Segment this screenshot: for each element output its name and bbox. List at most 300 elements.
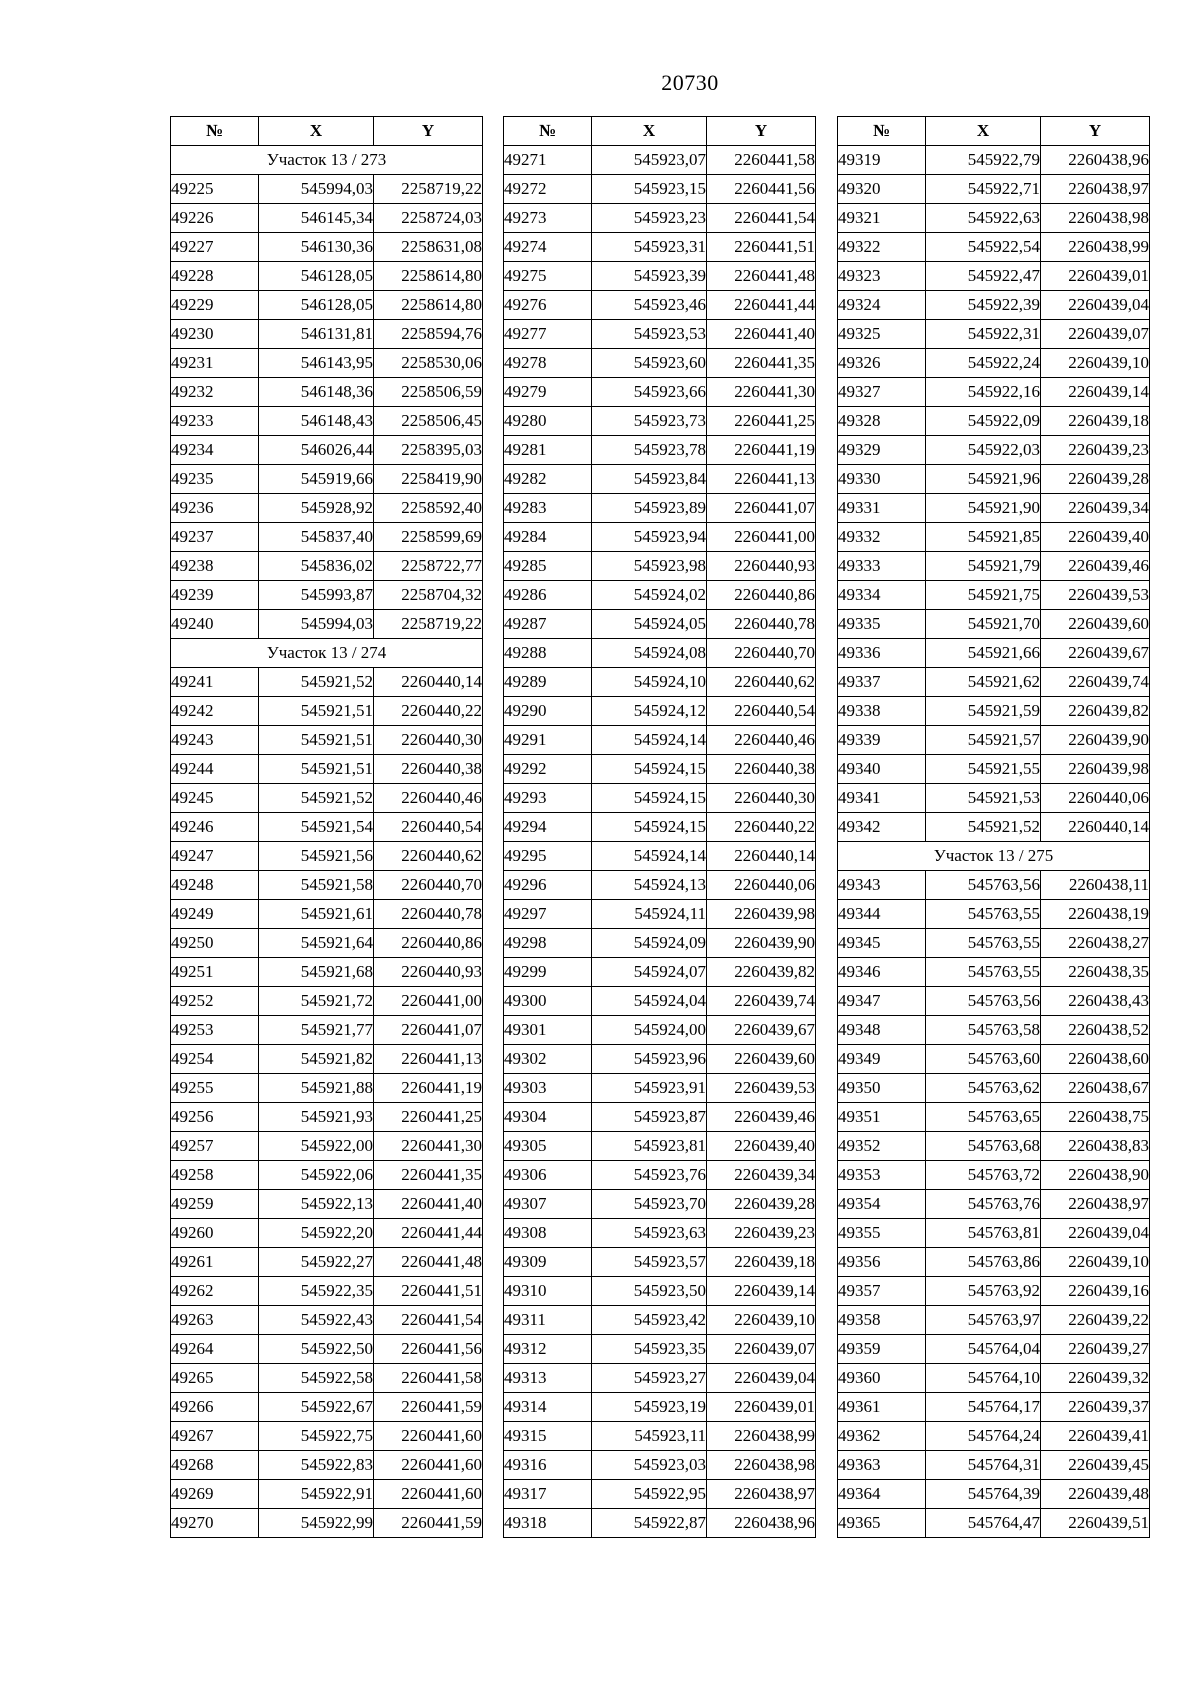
point-number: 49352 (838, 1132, 926, 1161)
x-coordinate: 545922,75 (259, 1422, 374, 1451)
point-number: 49272 (504, 175, 592, 204)
x-coordinate: 545922,31 (926, 320, 1041, 349)
x-coordinate: 545763,55 (926, 900, 1041, 929)
x-coordinate: 545923,50 (592, 1277, 707, 1306)
y-coordinate: 2260441,48 (374, 1248, 483, 1277)
y-coordinate: 2258506,59 (374, 378, 483, 407)
point-number: 49230 (171, 320, 259, 349)
x-coordinate: 545922,09 (926, 407, 1041, 436)
x-coordinate: 546131,81 (259, 320, 374, 349)
point-number: 49324 (838, 291, 926, 320)
y-coordinate: 2260441,40 (707, 320, 816, 349)
y-coordinate: 2260439,10 (1041, 349, 1150, 378)
point-number: 49341 (838, 784, 926, 813)
x-coordinate: 545763,55 (926, 929, 1041, 958)
table-row (171, 378, 483, 407)
y-coordinate: 2260439,98 (707, 900, 816, 929)
y-coordinate: 2260439,82 (707, 958, 816, 987)
table-row (838, 987, 1150, 1016)
x-coordinate: 545921,68 (259, 958, 374, 987)
x-coordinate: 545921,75 (926, 581, 1041, 610)
point-number: 49293 (504, 784, 592, 813)
table-row (838, 146, 1150, 175)
x-coordinate: 545923,31 (592, 233, 707, 262)
x-coordinate: 545921,90 (926, 494, 1041, 523)
point-number: 49362 (838, 1422, 926, 1451)
y-coordinate: 2260439,07 (707, 1335, 816, 1364)
point-number: 49325 (838, 320, 926, 349)
point-number: 49312 (504, 1335, 592, 1364)
section-title: Участок 13 / 274 (171, 639, 483, 668)
point-number: 49298 (504, 929, 592, 958)
y-coordinate: 2260439,90 (707, 929, 816, 958)
y-coordinate: 2260439,34 (1041, 494, 1150, 523)
table-row (171, 1045, 483, 1074)
table-row (504, 407, 816, 436)
point-number: 49296 (504, 871, 592, 900)
point-number: 49271 (504, 146, 592, 175)
x-coordinate: 545924,15 (592, 755, 707, 784)
table-row (171, 523, 483, 552)
y-coordinate: 2260439,41 (1041, 1422, 1150, 1451)
table-row (838, 1074, 1150, 1103)
coordinates-table-column-3 (837, 116, 1150, 1538)
header-x: X (592, 117, 707, 146)
x-coordinate: 545922,00 (259, 1132, 374, 1161)
table-row (504, 871, 816, 900)
x-coordinate: 545923,70 (592, 1190, 707, 1219)
header-row (171, 117, 483, 146)
point-number: 49346 (838, 958, 926, 987)
y-coordinate: 2260441,44 (374, 1219, 483, 1248)
coordinates-table (837, 116, 1150, 1538)
y-coordinate: 2260439,51 (1041, 1509, 1150, 1538)
point-number: 49269 (171, 1480, 259, 1509)
y-coordinate: 2260441,35 (707, 349, 816, 378)
x-coordinate: 545921,79 (926, 552, 1041, 581)
table-row (504, 436, 816, 465)
x-coordinate: 545923,39 (592, 262, 707, 291)
point-number: 49322 (838, 233, 926, 262)
x-coordinate: 545923,57 (592, 1248, 707, 1277)
table-row (504, 320, 816, 349)
x-coordinate: 545923,60 (592, 349, 707, 378)
table-row (838, 1103, 1150, 1132)
table-row (504, 610, 816, 639)
y-coordinate: 2260441,07 (374, 1016, 483, 1045)
x-coordinate: 545924,09 (592, 929, 707, 958)
x-coordinate: 545922,54 (926, 233, 1041, 262)
header-y: Y (707, 117, 816, 146)
x-coordinate: 545924,12 (592, 697, 707, 726)
table-row (838, 668, 1150, 697)
y-coordinate: 2260440,46 (707, 726, 816, 755)
table-row (504, 726, 816, 755)
point-number: 49363 (838, 1451, 926, 1480)
point-number: 49262 (171, 1277, 259, 1306)
x-coordinate: 545921,88 (259, 1074, 374, 1103)
table-row (171, 871, 483, 900)
y-coordinate: 2260441,59 (374, 1509, 483, 1538)
y-coordinate: 2260441,59 (374, 1393, 483, 1422)
table-row (838, 639, 1150, 668)
y-coordinate: 2260441,13 (374, 1045, 483, 1074)
y-coordinate: 2260440,70 (707, 639, 816, 668)
x-coordinate: 545921,72 (259, 987, 374, 1016)
x-coordinate: 545921,57 (926, 726, 1041, 755)
header-row (838, 117, 1150, 146)
point-number: 49301 (504, 1016, 592, 1045)
y-coordinate: 2260438,60 (1041, 1045, 1150, 1074)
y-coordinate: 2260438,96 (1041, 146, 1150, 175)
point-number: 49338 (838, 697, 926, 726)
point-number: 49359 (838, 1335, 926, 1364)
point-number: 49261 (171, 1248, 259, 1277)
x-coordinate: 545764,10 (926, 1364, 1041, 1393)
table-row (838, 1364, 1150, 1393)
point-number: 49323 (838, 262, 926, 291)
table-row (838, 378, 1150, 407)
table-row (838, 436, 1150, 465)
y-coordinate: 2260441,51 (374, 1277, 483, 1306)
y-coordinate: 2260439,14 (1041, 378, 1150, 407)
x-coordinate: 545836,02 (259, 552, 374, 581)
table-row (171, 465, 483, 494)
point-number: 49333 (838, 552, 926, 581)
x-coordinate: 545922,06 (259, 1161, 374, 1190)
table-row (838, 1422, 1150, 1451)
x-coordinate: 545921,64 (259, 929, 374, 958)
x-coordinate: 545924,14 (592, 726, 707, 755)
point-number: 49342 (838, 813, 926, 842)
y-coordinate: 2260441,58 (707, 146, 816, 175)
y-coordinate: 2260439,10 (707, 1306, 816, 1335)
x-coordinate: 545919,66 (259, 465, 374, 494)
table-row (838, 1306, 1150, 1335)
point-number: 49344 (838, 900, 926, 929)
table-row (171, 291, 483, 320)
x-coordinate: 545921,66 (926, 639, 1041, 668)
point-number: 49234 (171, 436, 259, 465)
x-coordinate: 545923,78 (592, 436, 707, 465)
y-coordinate: 2260439,67 (707, 1016, 816, 1045)
x-coordinate: 545923,27 (592, 1364, 707, 1393)
table-row (838, 1016, 1150, 1045)
x-coordinate: 545921,93 (259, 1103, 374, 1132)
table-row (171, 1277, 483, 1306)
table-row (504, 1161, 816, 1190)
header-x: X (259, 117, 374, 146)
table-row (504, 378, 816, 407)
header-num: № (504, 117, 592, 146)
x-coordinate: 545923,19 (592, 1393, 707, 1422)
y-coordinate: 2260439,23 (707, 1219, 816, 1248)
y-coordinate: 2258631,08 (374, 233, 483, 262)
point-number: 49326 (838, 349, 926, 378)
x-coordinate: 545921,51 (259, 755, 374, 784)
table-row (504, 465, 816, 494)
y-coordinate: 2258530,06 (374, 349, 483, 378)
point-number: 49276 (504, 291, 592, 320)
table-row (171, 349, 483, 378)
table-row (171, 900, 483, 929)
table-row (504, 1393, 816, 1422)
x-coordinate: 545921,56 (259, 842, 374, 871)
table-row (838, 175, 1150, 204)
table-row (504, 1277, 816, 1306)
point-number: 49263 (171, 1306, 259, 1335)
y-coordinate: 2260441,54 (707, 204, 816, 233)
point-number: 49259 (171, 1190, 259, 1219)
table-row (171, 1161, 483, 1190)
x-coordinate: 545924,08 (592, 639, 707, 668)
table-row (171, 1103, 483, 1132)
table-row (838, 1248, 1150, 1277)
point-number: 49358 (838, 1306, 926, 1335)
table-row (171, 175, 483, 204)
x-coordinate: 545923,96 (592, 1045, 707, 1074)
y-coordinate: 2260439,98 (1041, 755, 1150, 784)
point-number: 49264 (171, 1335, 259, 1364)
point-number: 49267 (171, 1422, 259, 1451)
x-coordinate: 545923,42 (592, 1306, 707, 1335)
point-number: 49314 (504, 1393, 592, 1422)
point-number: 49265 (171, 1364, 259, 1393)
y-coordinate: 2258614,80 (374, 291, 483, 320)
y-coordinate: 2258395,03 (374, 436, 483, 465)
x-coordinate: 545923,84 (592, 465, 707, 494)
table-row (504, 291, 816, 320)
x-coordinate: 545921,51 (259, 697, 374, 726)
x-coordinate: 545921,52 (259, 784, 374, 813)
table-row (838, 1045, 1150, 1074)
x-coordinate: 545923,87 (592, 1103, 707, 1132)
section-title: Участок 13 / 275 (838, 842, 1150, 871)
x-coordinate: 545922,87 (592, 1509, 707, 1538)
point-number: 49357 (838, 1277, 926, 1306)
point-number: 49297 (504, 900, 592, 929)
y-coordinate: 2260441,35 (374, 1161, 483, 1190)
y-coordinate: 2260438,11 (1041, 871, 1150, 900)
y-coordinate: 2260441,60 (374, 1480, 483, 1509)
table-row (504, 842, 816, 871)
y-coordinate: 2260438,96 (707, 1509, 816, 1538)
y-coordinate: 2260441,30 (707, 378, 816, 407)
x-coordinate: 545921,85 (926, 523, 1041, 552)
y-coordinate: 2260440,70 (374, 871, 483, 900)
header-num: № (171, 117, 259, 146)
table-row (504, 1335, 816, 1364)
y-coordinate: 2260439,04 (707, 1364, 816, 1393)
y-coordinate: 2260439,28 (1041, 465, 1150, 494)
x-coordinate: 545924,15 (592, 784, 707, 813)
y-coordinate: 2258722,77 (374, 552, 483, 581)
y-coordinate: 2260440,54 (707, 697, 816, 726)
y-coordinate: 2260439,46 (1041, 552, 1150, 581)
header-x: X (926, 117, 1041, 146)
table-row (171, 668, 483, 697)
point-number: 49228 (171, 262, 259, 291)
point-number: 49268 (171, 1451, 259, 1480)
header-row (504, 117, 816, 146)
point-number: 49227 (171, 233, 259, 262)
table-row (838, 610, 1150, 639)
x-coordinate: 545923,03 (592, 1451, 707, 1480)
table-row (171, 1219, 483, 1248)
y-coordinate: 2260440,38 (707, 755, 816, 784)
point-number: 49337 (838, 668, 926, 697)
x-coordinate: 545837,40 (259, 523, 374, 552)
y-coordinate: 2260441,51 (707, 233, 816, 262)
y-coordinate: 2260438,52 (1041, 1016, 1150, 1045)
x-coordinate: 545924,04 (592, 987, 707, 1016)
point-number: 49339 (838, 726, 926, 755)
y-coordinate: 2260441,56 (707, 175, 816, 204)
point-number: 49249 (171, 900, 259, 929)
point-number: 49281 (504, 436, 592, 465)
y-coordinate: 2260438,27 (1041, 929, 1150, 958)
y-coordinate: 2260441,13 (707, 465, 816, 494)
point-number: 49328 (838, 407, 926, 436)
table-row (171, 1016, 483, 1045)
y-coordinate: 2260438,90 (1041, 1161, 1150, 1190)
y-coordinate: 2260440,22 (374, 697, 483, 726)
point-number: 49283 (504, 494, 592, 523)
table-row (171, 726, 483, 755)
header-y: Y (374, 117, 483, 146)
y-coordinate: 2260438,43 (1041, 987, 1150, 1016)
table-row (171, 1451, 483, 1480)
point-number: 49349 (838, 1045, 926, 1074)
point-number: 49248 (171, 871, 259, 900)
y-coordinate: 2258419,90 (374, 465, 483, 494)
y-coordinate: 2260439,27 (1041, 1335, 1150, 1364)
table-row (171, 436, 483, 465)
x-coordinate: 545994,03 (259, 175, 374, 204)
point-number: 49236 (171, 494, 259, 523)
x-coordinate: 545993,87 (259, 581, 374, 610)
y-coordinate: 2260439,60 (707, 1045, 816, 1074)
y-coordinate: 2260441,48 (707, 262, 816, 291)
table-row (504, 697, 816, 726)
x-coordinate: 545923,35 (592, 1335, 707, 1364)
point-number: 49225 (171, 175, 259, 204)
y-coordinate: 2260441,58 (374, 1364, 483, 1393)
y-coordinate: 2260438,83 (1041, 1132, 1150, 1161)
table-row (171, 1074, 483, 1103)
y-coordinate: 2260439,04 (1041, 1219, 1150, 1248)
y-coordinate: 2260440,38 (374, 755, 483, 784)
table-row (171, 1393, 483, 1422)
point-number: 49257 (171, 1132, 259, 1161)
x-coordinate: 545923,91 (592, 1074, 707, 1103)
x-coordinate: 545763,60 (926, 1045, 1041, 1074)
y-coordinate: 2260439,22 (1041, 1306, 1150, 1335)
point-number: 49317 (504, 1480, 592, 1509)
point-number: 49309 (504, 1248, 592, 1277)
x-coordinate: 545921,52 (259, 668, 374, 697)
table-row (504, 813, 816, 842)
point-number: 49242 (171, 697, 259, 726)
x-coordinate: 545763,81 (926, 1219, 1041, 1248)
x-coordinate: 545923,94 (592, 523, 707, 552)
x-coordinate: 545922,50 (259, 1335, 374, 1364)
point-number: 49331 (838, 494, 926, 523)
table-row (171, 1306, 483, 1335)
y-coordinate: 2260439,82 (1041, 697, 1150, 726)
point-number: 49229 (171, 291, 259, 320)
table-row (171, 755, 483, 784)
point-number: 49277 (504, 320, 592, 349)
table-row (171, 842, 483, 871)
table-row (171, 987, 483, 1016)
x-coordinate: 545923,46 (592, 291, 707, 320)
table-row (504, 1364, 816, 1393)
y-coordinate: 2260438,98 (707, 1451, 816, 1480)
point-number: 49307 (504, 1190, 592, 1219)
table-row (504, 1074, 816, 1103)
point-number: 49356 (838, 1248, 926, 1277)
table-row (171, 320, 483, 349)
point-number: 49237 (171, 523, 259, 552)
point-number: 49316 (504, 1451, 592, 1480)
x-coordinate: 545924,02 (592, 581, 707, 610)
table-row (171, 1248, 483, 1277)
point-number: 49313 (504, 1364, 592, 1393)
table-row (171, 407, 483, 436)
point-number: 49255 (171, 1074, 259, 1103)
x-coordinate: 545921,51 (259, 726, 374, 755)
y-coordinate: 2260440,30 (707, 784, 816, 813)
x-coordinate: 545923,98 (592, 552, 707, 581)
point-number: 49292 (504, 755, 592, 784)
section-row (171, 146, 483, 175)
table-row (838, 1161, 1150, 1190)
table-row (171, 958, 483, 987)
y-coordinate: 2260439,74 (1041, 668, 1150, 697)
x-coordinate: 545922,58 (259, 1364, 374, 1393)
table-row (838, 784, 1150, 813)
x-coordinate: 545764,39 (926, 1480, 1041, 1509)
point-number: 49266 (171, 1393, 259, 1422)
y-coordinate: 2260439,23 (1041, 436, 1150, 465)
y-coordinate: 2260441,60 (374, 1422, 483, 1451)
x-coordinate: 546145,34 (259, 204, 374, 233)
table-row (838, 1393, 1150, 1422)
table-row (838, 320, 1150, 349)
y-coordinate: 2260439,16 (1041, 1277, 1150, 1306)
x-coordinate: 545922,13 (259, 1190, 374, 1219)
y-coordinate: 2260441,60 (374, 1451, 483, 1480)
y-coordinate: 2260439,60 (1041, 610, 1150, 639)
y-coordinate: 2260438,97 (1041, 175, 1150, 204)
point-number: 49299 (504, 958, 592, 987)
table-row (838, 871, 1150, 900)
point-number: 49275 (504, 262, 592, 291)
x-coordinate: 545763,72 (926, 1161, 1041, 1190)
table-row (838, 697, 1150, 726)
x-coordinate: 546130,36 (259, 233, 374, 262)
point-number: 49351 (838, 1103, 926, 1132)
y-coordinate: 2260441,25 (707, 407, 816, 436)
y-coordinate: 2260439,18 (1041, 407, 1150, 436)
point-number: 49355 (838, 1219, 926, 1248)
y-coordinate: 2260441,25 (374, 1103, 483, 1132)
point-number: 49250 (171, 929, 259, 958)
x-coordinate: 545921,53 (926, 784, 1041, 813)
table-row (838, 755, 1150, 784)
point-number: 49226 (171, 204, 259, 233)
